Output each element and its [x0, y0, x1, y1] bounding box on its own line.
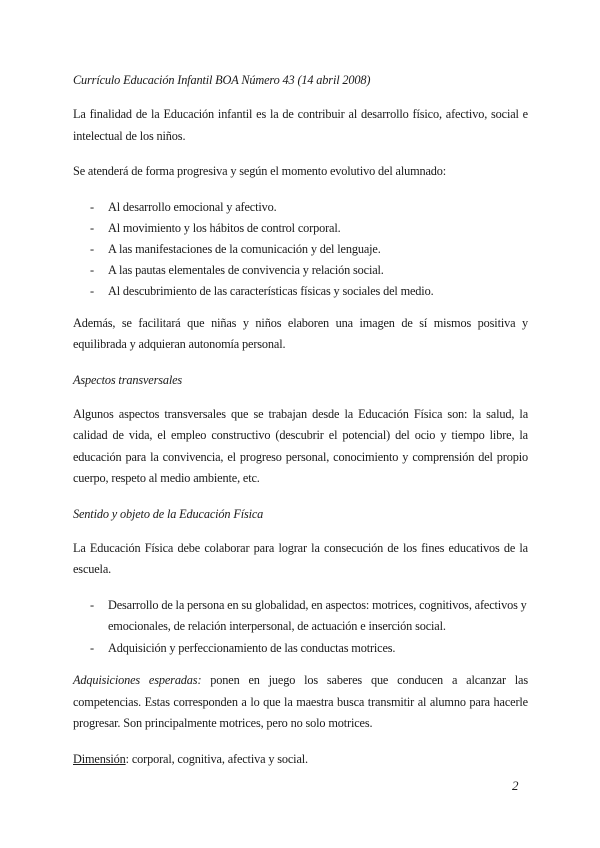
dimension-text: : corporal, cognitiva, afectiva y social.: [125, 751, 308, 766]
list-dash: -: [90, 640, 94, 655]
list-dash: -: [90, 262, 94, 277]
acquisitions-text: ponen en juego los saberes que conducen a alcanzar las competencias. Estas corresponden a lo que la maestra busca transmitir al alumno para hacerle progresar. Son principalmente motrices, pero no solo motrices.: [73, 673, 528, 730]
list-item-text: Al movimiento y los hábitos de control corporal.: [108, 220, 341, 235]
dimension-label: Dimensión: [73, 751, 126, 766]
list-item: [73, 281, 528, 302]
list-item-text: Al descubrimiento de las características físicas y sociales del medio.: [108, 283, 434, 298]
acquisitions-label: Adquisiciones esperadas:: [73, 673, 202, 687]
autonomy-paragraph: Además, se facilitará que niñas y niños elaboren una imagen de sí mismos positiva y equilibrada y adquieran autonomía personal.: [73, 315, 528, 351]
list-item: [73, 239, 528, 260]
list-item: [73, 595, 528, 638]
document-title: Currículo Educación Infantil BOA Número 43 (14 abril 2008): [73, 73, 371, 87]
list-item-text: Desarrollo de la persona en su globalidad, en aspectos: motrices, cognitivos, afectivos y emocionales, de relación interpersonal, de actuación e inserción social.: [108, 597, 527, 633]
intro-paragraph: La finalidad de la Educación infantil es la de contribuir al desarrollo físico, afectivo, social e intelectual de los niños.: [73, 107, 528, 143]
progressive-intro-paragraph: Se atenderá de forma progresiva y según el momento evolutivo del alumnado:: [73, 164, 447, 178]
list-item: [73, 218, 528, 239]
list-dash: -: [90, 597, 94, 612]
progressive-list: [73, 197, 528, 302]
list-dash: -: [90, 220, 94, 235]
transversal-paragraph: Algunos aspectos transversales que se trabajan desde la Educación Física son: la salud, la calidad de vida, el empleo constructivo (descubrir el potencial) del ocio y tiempo libre, la educación para la convivencia, el progreso personal, conocimiento y comprensión del propio cuerpo, respeto al medio ambiente, etc.: [73, 406, 528, 485]
purpose-list: [73, 595, 528, 660]
list-dash: -: [90, 283, 94, 298]
purpose-heading: Sentido y objeto de la Educación Física: [73, 506, 264, 521]
list-item-text: Adquisición y perfeccionamiento de las conductas motrices.: [108, 640, 396, 655]
list-item-text: Al desarrollo emocional y afectivo.: [108, 199, 277, 214]
list-item: [73, 197, 528, 218]
purpose-paragraph: La Educación Física debe colaborar para lograr la consecución de los fines educativos de la escuela.: [73, 540, 528, 576]
page-number: 2: [512, 778, 519, 793]
dimension-paragraph: [73, 749, 528, 771]
document-page: [73, 70, 528, 784]
list-item: [73, 260, 528, 281]
acquisitions-paragraph: [73, 670, 528, 735]
list-item-text: A las pautas elementales de convivencia y relación social.: [108, 262, 384, 277]
list-dash: -: [90, 241, 94, 256]
list-item-text: A las manifestaciones de la comunicación y del lenguaje.: [108, 241, 381, 256]
list-item: [73, 638, 528, 660]
list-dash: -: [90, 199, 94, 214]
transversal-heading: Aspectos transversales: [73, 372, 183, 387]
